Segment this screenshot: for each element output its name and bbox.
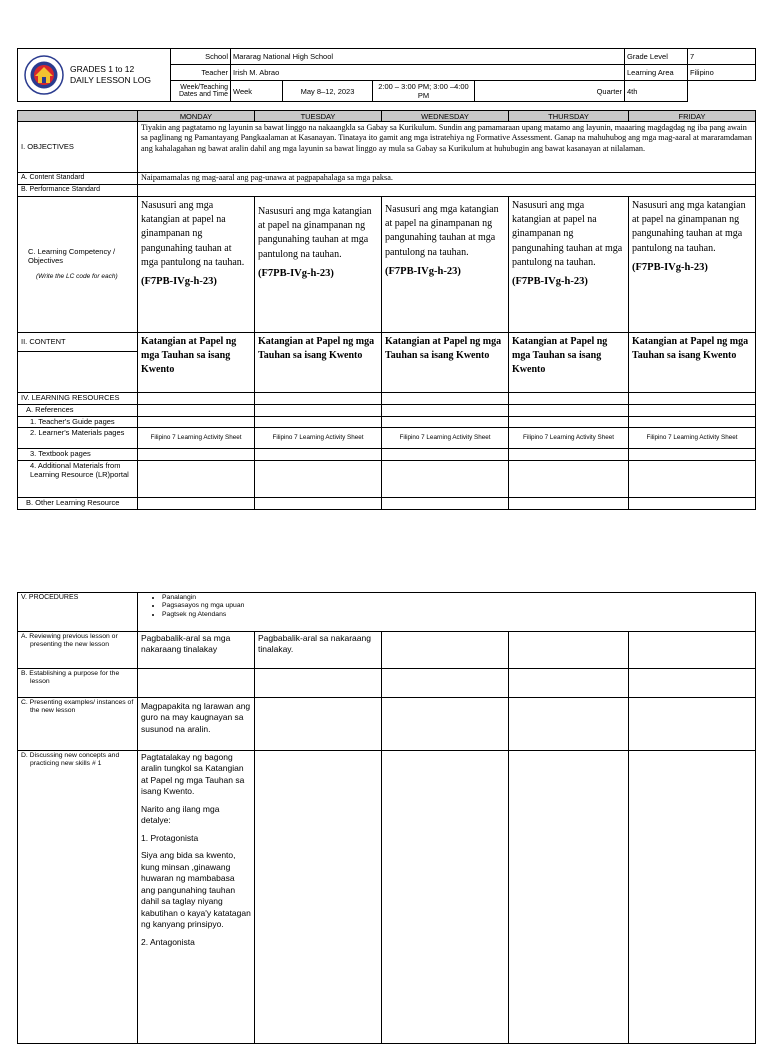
tg-fri [629, 416, 756, 428]
pb-wed [382, 669, 509, 698]
procedure-c-monday: Magpapakita ng larawan ang guro na may kaugnayan sa susunod na aralin. [138, 698, 255, 751]
day-header-blank [18, 111, 138, 122]
competency-wednesday: Nasusuri ang mga katangian at papel na ginampanan ng pangunahing tauhan at mga pantulong na tauhan. (F7PB-IVg-h-23) [382, 197, 509, 333]
references-thu [509, 405, 629, 417]
procedure-d-label: D. Discussing new concepts and practicing new skills # 1 [18, 751, 138, 1044]
textbook-label: 3. Textbook pages [18, 449, 138, 461]
pd-wed [382, 751, 509, 1044]
lm-friday: Filipino 7 Learning Activity Sheet [629, 428, 756, 449]
content-standard-text: Naipamamalas ng mag-aaral ang pag-unawa at pagpapahalaga sa mga paksa. [138, 173, 756, 185]
pb-tue [255, 669, 382, 698]
discussion-heading-protagonista: 1. Protagonista [141, 832, 199, 843]
teachers-guide-label: 1. Teacher's Guide pages [18, 416, 138, 428]
day-header-monday: MONDAY [138, 111, 255, 122]
day-header-friday: FRIDAY [629, 111, 756, 122]
resources-thu [509, 393, 629, 405]
pc-wed [382, 698, 509, 751]
pb-fri [629, 669, 756, 698]
tb-tue [255, 449, 382, 461]
references-mon [138, 405, 255, 417]
list-item: • Panalangin [162, 594, 753, 602]
competency-monday: Nasusuri ang mga katangian at papel na ginampanan ng pangunahing tauhan at mga pantulong na tauhan. (F7PB-IVg-h-23) [138, 197, 255, 333]
objectives-label: I. OBJECTIVES [18, 122, 138, 173]
header-table [17, 48, 756, 102]
lm-tuesday: Filipino 7 Learning Activity Sheet [255, 428, 382, 449]
teaching-dates: May 8–12, 2023 [283, 81, 373, 102]
am-mon [138, 460, 255, 497]
day-header-tuesday: TUESDAY [255, 111, 382, 122]
am-tue [255, 460, 382, 497]
week-label: Week/Teaching Dates and Time [171, 81, 231, 102]
content-label-spacer [18, 352, 138, 393]
content-wednesday: Katangian at Papel ng mga Tauhan sa isang Kwento [382, 333, 509, 393]
or-tue [255, 497, 382, 509]
content-friday: Katangian at Papel ng mga Tauhan sa isang Kwento [629, 333, 756, 393]
list-item: • Pagsasayos ng mga upuan [162, 602, 753, 610]
procedure-d-monday [138, 751, 255, 1044]
teacher-value: Irish M. Abrao [231, 65, 625, 81]
other-resource-label: B. Other Learning Resource [18, 497, 138, 509]
school-label: School [171, 49, 231, 65]
procedure-a-tuesday: Pagbabalik-aral sa nakaraang tinalakay. [255, 632, 382, 669]
or-fri [629, 497, 756, 509]
procedure-b-label: B. Establishing a purpose for the lesson [18, 669, 138, 698]
competency-thursday: Nasusuri ang mga katangian at papel na ginampanan ng pangunahing tauhan at mga pantulong na tauhan. (F7PB-IVg-h-23) [509, 197, 629, 333]
learning-area-label: Learning Area [625, 65, 688, 81]
references-wed [382, 405, 509, 417]
header-logo-cell [18, 49, 171, 102]
references-fri [629, 405, 756, 417]
day-header-thursday: THURSDAY [509, 111, 629, 122]
pa-thu [509, 632, 629, 669]
objectives-text: Tiyakin ang pagtatamo ng layunin sa bawat linggo na nakaangkla sa Gabay sa Kurikulum. Sundin ang pamamaraan upang matamo ang layunin, maaaring magdagdag ng iba pang awain sa paglinang ng Pamantayang Pangkaalaman at Kasanayan. Tinataya ito gamit ang mga istratehiya ng Formative Assessment. Ganap na mahuhubog ang mga mag-aaral at mararamdaman ang kahalagahan ng bawat aralin dahil ang mga layunin sa bawat linggo ay mula sa Gabay sa Kurikulum at huhubugin ang bawat kasanayan at nilalaman. [138, 122, 756, 173]
content-standard-label: A. Content Standard [18, 173, 138, 185]
or-thu [509, 497, 629, 509]
pa-fri [629, 632, 756, 669]
procedures-label: V. PROCEDURES [18, 593, 138, 632]
content-thursday: Katangian at Papel ng mga Tauhan sa isang Kwento [509, 333, 629, 393]
grade-level-value: 7 [688, 49, 756, 65]
competency-note: (Write the LC code for each) [36, 273, 118, 281]
performance-standard-label: B. Performance Standard [18, 185, 138, 197]
quarter-label: Quarter [475, 81, 625, 102]
pc-tue [255, 698, 382, 751]
tb-thu [509, 449, 629, 461]
or-mon [138, 497, 255, 509]
procedure-a-label: A. Reviewing previous lesson or presenting the new lesson [18, 632, 138, 669]
pb-mon [138, 669, 255, 698]
teaching-time: 2:00 – 3:00 PM; 3:00 –4:00 PM [373, 81, 475, 102]
am-fri [629, 460, 756, 497]
content-section-label: II. CONTENT [18, 333, 138, 352]
procedure-a-monday: Pagbabalik-aral sa mga nakaraang tinalakay [138, 632, 255, 669]
references-tue [255, 405, 382, 417]
content-tuesday: Katangian at Papel ng mga Tauhan sa isang Kwento [255, 333, 382, 393]
resources-fri [629, 393, 756, 405]
references-label: A. References [18, 405, 138, 417]
discussion-protagonista-text: Siya ang bida sa kwento, kung minsan ,ginawang huwaran ng mambabasa ang pangunahing tauhan dahil sa taglay niyang kabutihan o kaya'y katatagan ng kanyang prinsipyo. [141, 850, 251, 930]
learners-materials-label: 2. Learner's Materials pages [18, 428, 138, 449]
discussion-heading-antagonista: 2. Antagonista [141, 936, 195, 947]
pd-fri [629, 751, 756, 1044]
resources-label: IV. LEARNING RESOURCES [18, 393, 138, 405]
resources-wed [382, 393, 509, 405]
tb-fri [629, 449, 756, 461]
week-word: Week [231, 81, 283, 102]
tg-mon [138, 416, 255, 428]
school-value: Mararag National High School [231, 49, 625, 65]
performance-standard-value [138, 185, 756, 197]
pd-thu [509, 751, 629, 1044]
lesson-table-part2 [17, 592, 756, 1044]
lm-monday: Filipino 7 Learning Activity Sheet [138, 428, 255, 449]
pc-thu [509, 698, 629, 751]
pb-thu [509, 669, 629, 698]
procedures-preliminaries [138, 593, 756, 632]
pd-tue [255, 751, 382, 1044]
quarter-value: 4th [625, 81, 688, 102]
procedure-c-label: C. Presenting examples/ instances of the new lesson [18, 698, 138, 751]
tg-tue [255, 416, 382, 428]
grade-level-label: Grade Level [625, 49, 688, 65]
tb-mon [138, 449, 255, 461]
learning-area-value: Filipino [688, 65, 756, 81]
competency-tuesday: Nasusuri ang mga katangian at papel na ginampanan ng pangunahing tauhan at mga pantulong na tauhan. (F7PB-IVg-h-23) [255, 197, 382, 333]
competency-label-cell [18, 197, 138, 333]
lm-thursday: Filipino 7 Learning Activity Sheet [509, 428, 629, 449]
resources-tue [255, 393, 382, 405]
competency-label: C. Learning Competency / Objectives [28, 247, 116, 265]
am-thu [509, 460, 629, 497]
lm-wednesday: Filipino 7 Learning Activity Sheet [382, 428, 509, 449]
list-item: • Pagtsek ng Atendans [162, 611, 753, 619]
form-title: GRADES 1 to 12 DAILY LESSON LOG [70, 64, 151, 85]
or-wed [382, 497, 509, 509]
preliminaries-list [140, 594, 753, 619]
lesson-table-part1 [17, 110, 756, 510]
discussion-intro: Pagtatalakay ng bagong aralin tungkol sa Katangian at Papel ng mga Tauhan sa isang Kwento. [141, 752, 245, 797]
content-monday: Katangian at Papel ng mga Tauhan sa isang Kwento [138, 333, 255, 393]
tg-wed [382, 416, 509, 428]
pc-fri [629, 698, 756, 751]
am-wed [382, 460, 509, 497]
discussion-details-lead: Narito ang ilang mga detalye: [141, 803, 220, 826]
teacher-label: Teacher [171, 65, 231, 81]
tb-wed [382, 449, 509, 461]
deped-seal-icon [24, 55, 64, 95]
additional-materials-label: 4. Additional Materials from Learning Resource (LR)portal [18, 460, 138, 497]
day-header-wednesday: WEDNESDAY [382, 111, 509, 122]
tg-thu [509, 416, 629, 428]
pa-wed [382, 632, 509, 669]
resources-mon [138, 393, 255, 405]
competency-friday: Nasusuri ang mga katangian at papel na ginampanan ng pangunahing tauhan at mga pantulong na tauhan. (F7PB-IVg-h-23) [629, 197, 756, 333]
